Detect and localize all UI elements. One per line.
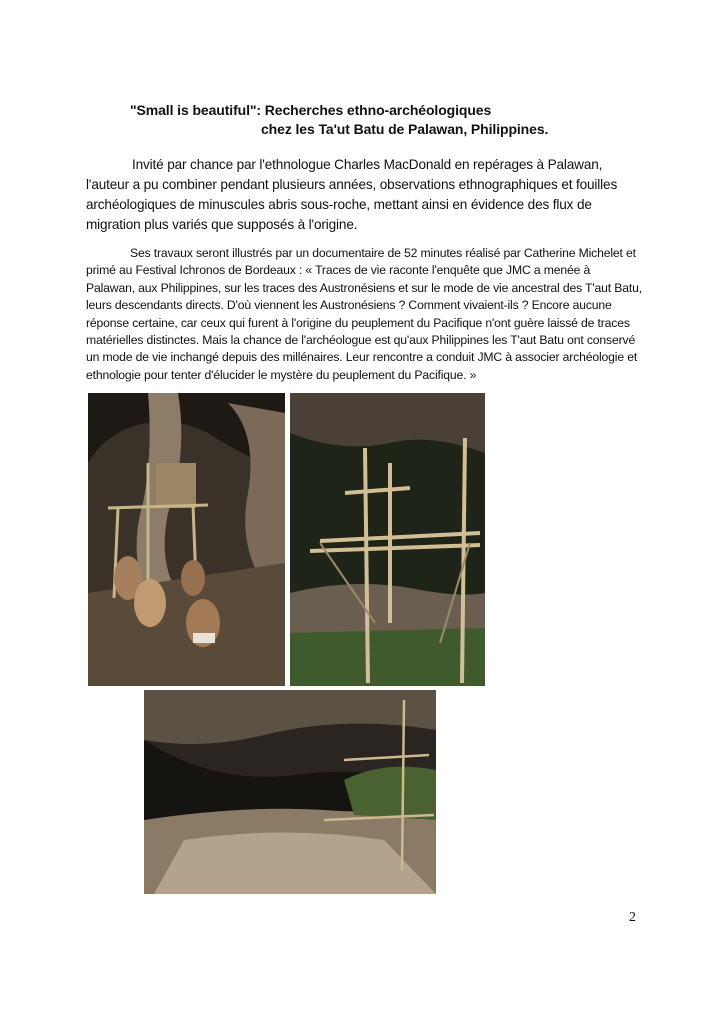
page-number: 2 bbox=[629, 910, 636, 925]
body-paragraph: Ses travaux seront illustrés par un documentaire de 52 minutes réalisé par Catherine Michelet et primé au Festival Ichronos de Bordeaux : « Traces de vie raconte l'enquête que JMC a menée à Palawan, aux Philippines, sur les traces des Austronésiens et sur le mode de vie ancestral des T'aut Batu, leurs descendants directs. D'où viennent les Austronésiens ? Comment vivaient-ils ? Encore aucune réponse certaine, car ceux qui furent à l'origine du peuplement du Pacifique n'ont guère laissé de traces matérielles distinctes. Mais la chance de l'archéologue est qu'aux Philippines les T'aut Batu ont conservé un mode de vie inchangé depuis des millénaires. Leur rencontre a conduit JMC à associer archéologie et ethnologie pour tenter d'élucider le mystère du peuplement du Pacifique. » bbox=[86, 246, 642, 382]
intro-paragraph: Invité par chance par l'ethnologue Charles MacDonald en repérages à Palawan, l'auteur a pu combiner pendant plusieurs années, observations ethnographiques et fouilles archéologiques de minuscules abris sous-roche, mettant ainsi en évidence des flux de migration plus variés que supposés à l'origine. bbox=[86, 157, 618, 232]
photo-cave-overhang bbox=[144, 690, 436, 894]
photo-people-in-cave bbox=[88, 393, 285, 686]
photo-bamboo-frame bbox=[290, 393, 485, 686]
title-line-1: "Small is beautiful": Recherches ethno-archéologiques bbox=[130, 102, 492, 118]
title-line-2: chez les Ta'ut Batu de Palawan, Philippines. bbox=[261, 121, 549, 137]
